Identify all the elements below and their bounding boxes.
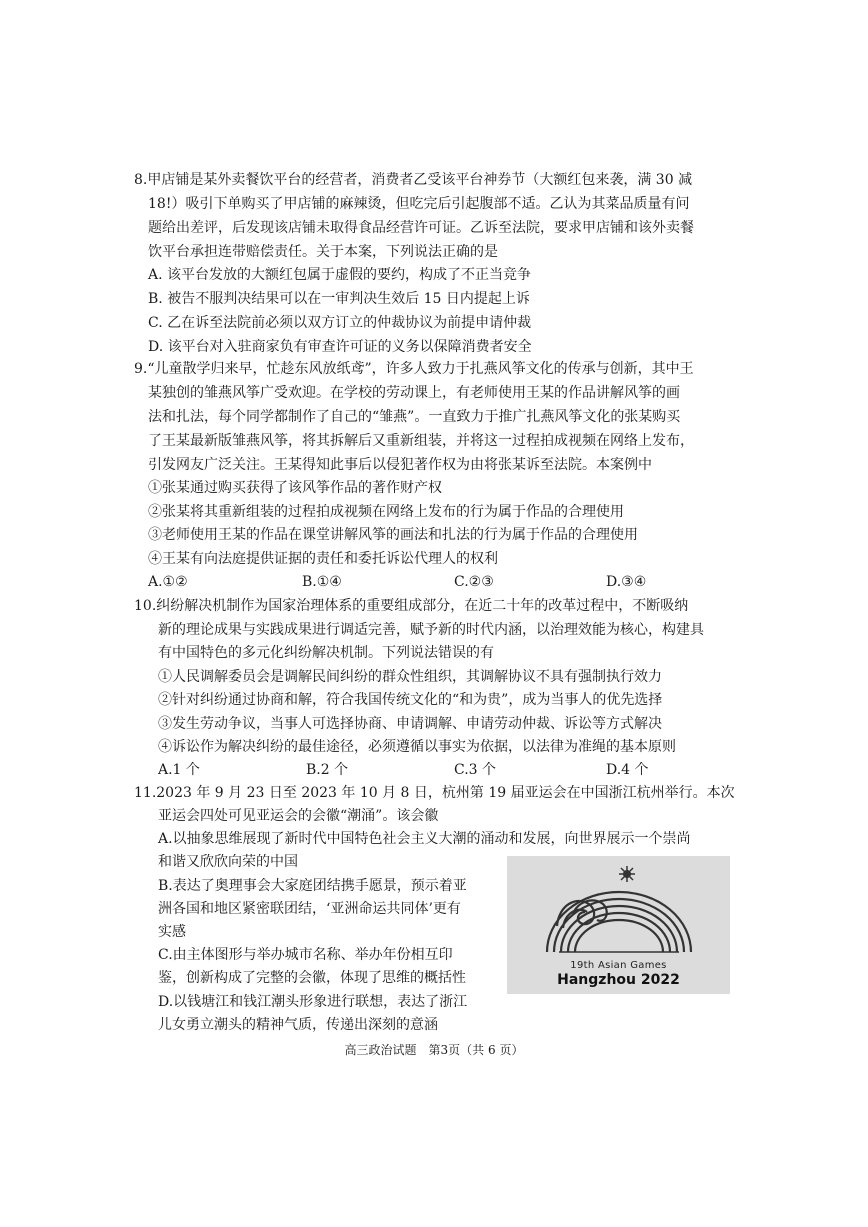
q9-stem-line-5: 引发网友广泛关注。王某得知此事后以侵犯著作权为由将张某诉至法院。本案例中 [148,457,652,473]
q9-stem-line-3: 法和扎法，每个同学都制作了自己的“雏燕”。一直致力于推广扎燕风筝文化的张某购买 [148,409,681,425]
q10-statement-2: ②针对纠纷通过协商和解，符合我国传统文化的“和为贵”，成为当事人的优先选择 [158,692,663,708]
q10-statement-4: ④诉讼作为解决纠纷的最佳途径，必须遵循以事实为依据，以法律为准绳的基本原则 [158,739,676,755]
q9-choice-a: A.①② [148,574,188,590]
q11-option-a-line-2: 和谐又欣欣向荣的中国 [158,854,298,870]
q11-stem-line-2: 亚运会四处可见亚运会的会徽“潮涌”。该会徽 [158,808,439,824]
q10-stem-line-3: 有中国特色的多元化纠纷解决机制。下列说法错误的有 [158,645,494,661]
page-footer: 高三政治试题 第3页（共 6 页） [344,1043,524,1057]
q8-option-b: B. 被告不服判决结果可以在一审判决生效后 15 日内提起上诉 [148,291,530,307]
q9-choice-d: D.③④ [606,574,647,590]
q8-option-a: A. 该平台发放的大额红包属于虚假的要约，构成了不正当竞争 [148,267,532,283]
q10-choice-b: B.2 个 [306,762,349,778]
asian-games-emblem-image [507,856,730,994]
q11-option-b-line-3: 实感 [158,924,186,940]
q9-stem-line-1: 9.“儿童散学归来早，忙趁东风放纸鸢”，许多人致力于扎燕风筝文化的传承与创新，其中王 [134,361,694,377]
q11-option-b-line-2: 洲各国和地区紧密联团结，‘亚洲命运共同体’更有 [158,901,461,917]
q9-stem-line-4: 了王某最新版雏燕风筝，将其拆解后又重新组装，并将这一过程拍成视频在网络上发布， [148,433,694,449]
q11-option-c-line-1: C.由主体图形与举办城市名称、举办年份相互印 [158,947,453,963]
q8-stem-line-4: 饮平台承担连带赔偿责任。关于本案，下列说法正确的是 [148,244,498,260]
emblem-caption-line-2: Hangzhou 2022 [557,972,680,988]
q8-option-d: D. 该平台对入驻商家负有审查许可证的义务以保障消费者安全 [148,339,532,355]
q9-choice-b: B.①④ [302,574,342,590]
q9-statement-3: ③老师使用王某的作品在课堂讲解风筝的画法和扎法的行为属于作品的合理使用 [148,527,638,543]
q9-choice-c: C.②③ [454,574,494,590]
q10-choice-d: D.4 个 [606,762,649,778]
emblem-caption-line-1: 19th Asian Games [570,960,667,971]
q10-statement-3: ③发生劳动争议，当事人可选择协商、申请调解、申请劳动仲裁、诉讼等方式解决 [158,716,662,732]
q11-option-b-line-1: B.表达了奥理事会大家庭团结携手愿景，预示着亚 [158,878,467,894]
q8-stem-line-1: 8.甲店铺是某外卖餐饮平台的经营者，消费者乙受该平台神券节（大额红包来袭，满 30 减 [134,172,693,188]
q9-statement-4: ④王某有向法庭提供证据的责任和委托诉讼代理人的权利 [148,551,498,567]
q11-option-a-line-1: A.以抽象思维展现了新时代中国特色社会主义大潮的涌动和发展，向世界展示一个崇尚 [158,831,691,847]
q8-stem-line-3: 题给出差评，后发现该店铺未取得食品经营许可证。乙诉至法院，要求甲店铺和该外卖餐 [148,220,694,236]
q8-stem-line-2: 18!）吸引下单购买了甲店铺的麻辣烫，但吃完后引起腹部不适。乙认为其菜品质量有问 [148,196,690,212]
q10-stem-line-2: 新的理论成果与实践成果进行调适完善，赋予新的时代内涵，以治理效能为核心，构建具 [158,622,704,638]
q11-option-d-line-1: D.以钱塘江和钱江潮头形象进行联想，表达了浙江 [158,994,468,1010]
q10-statement-1: ①人民调解委员会是调解民间纠纷的群众性组织，其调解协议不具有强制执行效力 [158,669,662,685]
q10-stem-line-1: 10.纠纷解决机制作为国家治理体系的重要组成部分，在近二十年的改革过程中，不断吸纳 [134,598,689,614]
q11-option-d-line-2: 儿女勇立潮头的精神气质，传递出深刻的意涵 [158,1017,438,1033]
q10-choice-c: C.3 个 [454,762,497,778]
q11-option-c-line-2: 鉴，创新构成了完整的会徽，体现了思维的概括性 [158,970,466,986]
q11-stem-line-1: 11.2023 年 9 月 23 日至 2023 年 10 月 8 日，杭州第 19 届亚运会在中国浙江杭州举行。本次 [134,785,735,801]
q10-choice-a: A.1 个 [158,762,200,778]
q9-statement-2: ②张某将其重新组装的过程拍成视频在网络上发布的行为属于作品的合理使用 [148,504,624,520]
q9-statement-1: ①张某通过购买获得了该风筝作品的著作财产权 [148,480,442,496]
q9-stem-line-2: 某独创的雏燕风筝广受欢迎。在学校的劳动课上，有老师使用王某的作品讲解风筝的画 [148,385,680,401]
q8-option-c: C. 乙在诉至法院前必须以双方订立的仲裁协议为前提申请仲裁 [148,315,532,331]
